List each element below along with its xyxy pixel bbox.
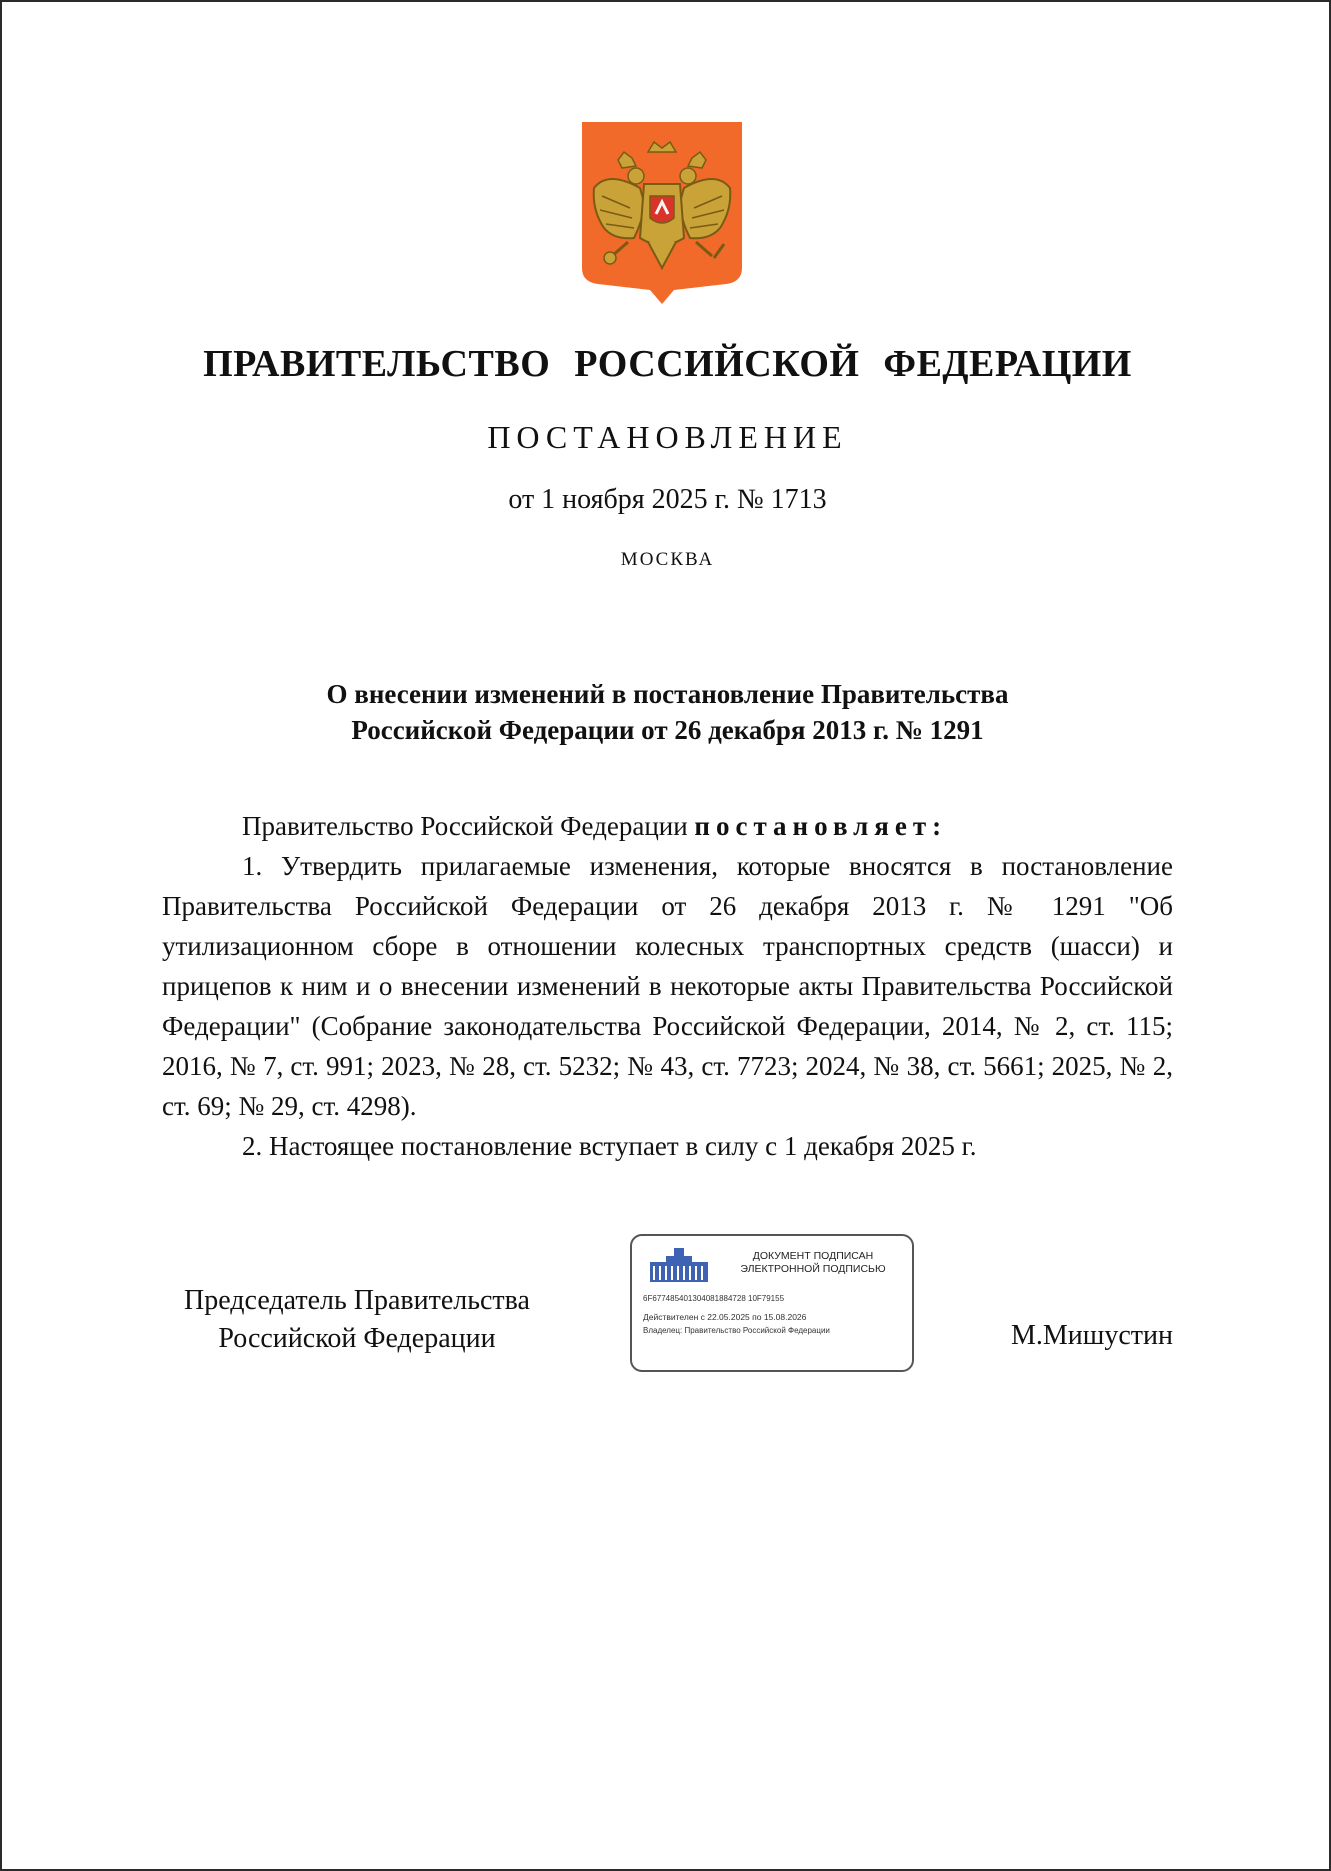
document-type: ПОСТАНОВЛЕНИЕ xyxy=(487,419,848,455)
stamp-header-line-2: ЭЛЕКТРОННОЙ ПОДПИСЬЮ xyxy=(740,1263,886,1275)
document-city: МОСКВА xyxy=(620,549,715,570)
government-building-icon xyxy=(644,1246,714,1284)
government-title: ПРАВИТЕЛЬСТВО РОССИЙСКОЙ ФЕДЕРАЦИИ xyxy=(203,343,1132,385)
signer-title xyxy=(152,1282,562,1358)
intro-verb: постановляет: xyxy=(694,811,948,841)
subject-line-1: О внесении изменений в постановление Правительства xyxy=(326,679,1009,709)
document-date-number: от 1 ноября 2025 г. № 1713 xyxy=(508,484,827,515)
stamp-validity: Действителен с 22.05.2025 по 15.08.2026 xyxy=(643,1312,807,1322)
document-body xyxy=(162,806,1173,1166)
signer-name: М.Мишустин xyxy=(1011,1320,1173,1351)
paragraph-2: 2. Настоящее постановление вступает в силу с 1 декабря 2025 г. xyxy=(242,1131,977,1161)
intro-text: Правительство Российской Федерации xyxy=(242,811,695,841)
stamp-header-line-1: ДОКУМЕНТ ПОДПИСАН xyxy=(752,1250,874,1262)
coat-of-arms-icon xyxy=(578,118,746,308)
stamp-header xyxy=(718,1250,908,1276)
document-subject xyxy=(2,676,1331,748)
stamp-serial: 6F677485401304081884728 10F79155 xyxy=(643,1294,785,1303)
electronic-signature-stamp xyxy=(630,1234,914,1372)
signer-title-line-2: Российской Федерации xyxy=(218,1323,496,1354)
intro-paragraph xyxy=(162,806,1173,846)
paragraph-1: 1. Утвердить прилагаемые изменения, которые вносятся в постановление Правительства Российской Федерации от 26 декабря 2013 г. № 1291 "Об утилизационном сборе в отношении колесных транспортных средств (шасси) и прицепов к ним и о внесении изменений в некоторые акты Правительства Российской Федерации" (Собрание законодательства Российской Федерации, 2014, № 2, ст. 115; 2016, № 7, ст. 991; 2023, № 28, ст. 5232; № 43, ст. 7723; 2024, № 38, ст. 5661; 2025, № 2, ст. 69; № 29, ст. 4298). xyxy=(162,851,1173,1121)
stamp-owner: Владелец: Правительство Российской Федерации xyxy=(643,1326,830,1335)
signer-title-line-1: Председатель Правительства xyxy=(184,1285,530,1316)
subject-line-2: Российской Федерации от 26 декабря 2013 г. № 1291 xyxy=(351,715,984,745)
